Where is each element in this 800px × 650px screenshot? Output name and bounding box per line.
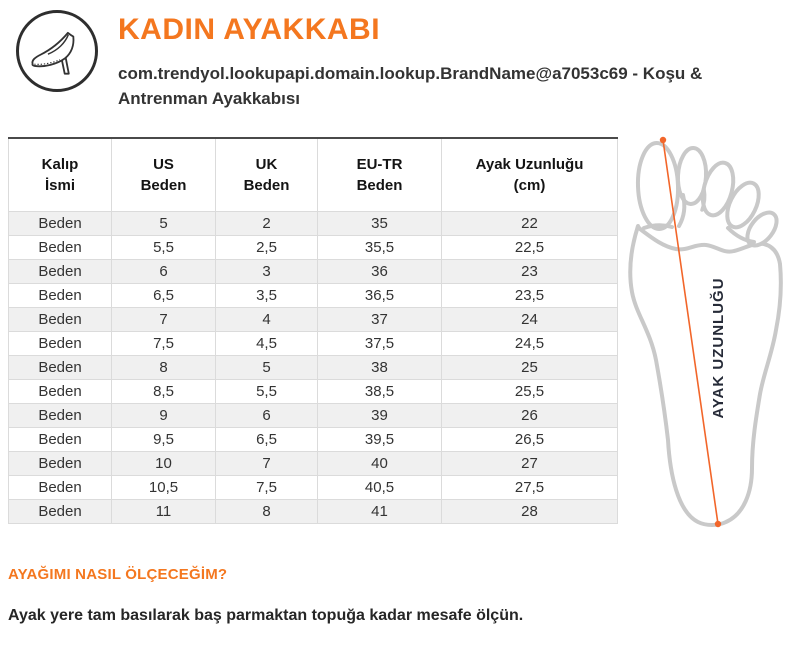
size-row bbox=[9, 211, 618, 235]
column-header-line: Beden bbox=[243, 176, 290, 194]
size-row bbox=[9, 331, 618, 355]
size-cell: 26 bbox=[442, 403, 618, 427]
size-cell: 41 bbox=[318, 499, 442, 523]
high-heel-shoe-glyph bbox=[28, 22, 86, 80]
size-cell: 7,5 bbox=[216, 475, 318, 499]
size-cell: 7 bbox=[216, 451, 318, 475]
size-cell: 38,5 bbox=[318, 379, 442, 403]
size-row bbox=[9, 499, 618, 523]
size-cell: 40,5 bbox=[318, 475, 442, 499]
size-cell: Beden bbox=[9, 403, 112, 427]
size-cell: 37 bbox=[318, 307, 442, 331]
size-cell: 39 bbox=[318, 403, 442, 427]
column-header-line: US bbox=[153, 155, 174, 173]
size-cell: Beden bbox=[9, 235, 112, 259]
size-cell: Beden bbox=[9, 307, 112, 331]
size-cell: 2 bbox=[216, 211, 318, 235]
size-row bbox=[9, 475, 618, 499]
size-cell: 25 bbox=[442, 355, 618, 379]
size-cell: Beden bbox=[9, 427, 112, 451]
size-cell: Beden bbox=[9, 475, 112, 499]
how-to-measure-instruction: Ayak yere tam basılarak baş parmaktan topuğa kadar mesafe ölçün. bbox=[8, 607, 524, 624]
size-cell: Beden bbox=[9, 499, 112, 523]
size-cell: 23 bbox=[442, 259, 618, 283]
size-cell: 3 bbox=[216, 259, 318, 283]
product-subtitle: com.trendyol.lookupapi.domain.lookup.BrandName@a7053c69 - Koşu & Antrenman Ayakkabısı bbox=[118, 64, 703, 108]
size-cell: 39,5 bbox=[318, 427, 442, 451]
size-cell: 27,5 bbox=[442, 475, 618, 499]
size-cell: 36 bbox=[318, 259, 442, 283]
column-header-line: Ayak Uzunluğu bbox=[475, 155, 584, 173]
size-cell: 7,5 bbox=[112, 331, 216, 355]
column-header-line: EU-TR bbox=[356, 155, 403, 173]
size-cell: 7 bbox=[112, 307, 216, 331]
size-row bbox=[9, 259, 618, 283]
size-cell: 38 bbox=[318, 355, 442, 379]
size-cell: Beden bbox=[9, 355, 112, 379]
size-cell: 22,5 bbox=[442, 235, 618, 259]
foot-sole-outline bbox=[630, 226, 781, 525]
size-table bbox=[8, 137, 618, 524]
size-cell: 5,5 bbox=[216, 379, 318, 403]
size-cell: 36,5 bbox=[318, 283, 442, 307]
size-cell: Beden bbox=[9, 259, 112, 283]
column-header-eu-tr-beden bbox=[318, 138, 442, 211]
size-cell: 37,5 bbox=[318, 331, 442, 355]
size-cell: 3,5 bbox=[216, 283, 318, 307]
column-header-line: Beden bbox=[140, 176, 187, 194]
foot-length-label: AYAK UZUNLUĞU bbox=[710, 277, 727, 419]
size-cell: 24,5 bbox=[442, 331, 618, 355]
page-title: KADIN AYAKKABI bbox=[118, 13, 381, 46]
measurement-endpoint-bottom bbox=[715, 521, 721, 527]
size-row bbox=[9, 379, 618, 403]
column-header-uk-beden bbox=[216, 138, 318, 211]
column-header-line: Beden bbox=[356, 176, 403, 194]
measurement-endpoint-top bbox=[660, 137, 666, 143]
size-cell: 5 bbox=[216, 355, 318, 379]
size-cell: Beden bbox=[9, 283, 112, 307]
high-heel-shoe-icon bbox=[16, 10, 98, 92]
column-header-ayak-uzunlugu bbox=[442, 138, 618, 211]
size-cell: 6,5 bbox=[112, 283, 216, 307]
how-to-measure-heading: AYAĞIMI NASIL ÖLÇECEĞİM? bbox=[8, 566, 228, 583]
size-row bbox=[9, 235, 618, 259]
size-cell: 4,5 bbox=[216, 331, 318, 355]
column-header-line: Kalıp bbox=[41, 155, 79, 173]
size-cell: 25,5 bbox=[442, 379, 618, 403]
column-header-kalip-ismi bbox=[9, 138, 112, 211]
size-cell: 2,5 bbox=[216, 235, 318, 259]
size-cell: 11 bbox=[112, 499, 216, 523]
foot-big-toe bbox=[637, 142, 680, 229]
size-cell: 9 bbox=[112, 403, 216, 427]
size-cell: 35 bbox=[318, 211, 442, 235]
size-cell: 22 bbox=[442, 211, 618, 235]
size-cell: 28 bbox=[442, 499, 618, 523]
size-row bbox=[9, 355, 618, 379]
size-cell: Beden bbox=[9, 211, 112, 235]
size-cell: Beden bbox=[9, 379, 112, 403]
size-cell: 6,5 bbox=[216, 427, 318, 451]
size-row bbox=[9, 283, 618, 307]
size-row bbox=[9, 427, 618, 451]
size-cell: 24 bbox=[442, 307, 618, 331]
size-cell: 6 bbox=[112, 259, 216, 283]
size-cell: 23,5 bbox=[442, 283, 618, 307]
size-cell: 8,5 bbox=[112, 379, 216, 403]
size-cell: 6 bbox=[216, 403, 318, 427]
size-table-body bbox=[9, 211, 618, 523]
size-cell: 8 bbox=[216, 499, 318, 523]
column-header-line: (cm) bbox=[513, 176, 546, 194]
column-header-line: UK bbox=[255, 155, 278, 173]
size-cell: 5 bbox=[112, 211, 216, 235]
column-header-us-beden bbox=[112, 138, 216, 211]
size-cell: 10 bbox=[112, 451, 216, 475]
size-cell: 10,5 bbox=[112, 475, 216, 499]
size-row bbox=[9, 451, 618, 475]
size-cell: 35,5 bbox=[318, 235, 442, 259]
size-cell: 26,5 bbox=[442, 427, 618, 451]
size-cell: 40 bbox=[318, 451, 442, 475]
size-cell: Beden bbox=[9, 331, 112, 355]
size-cell: 9,5 bbox=[112, 427, 216, 451]
size-cell: Beden bbox=[9, 451, 112, 475]
size-cell: 5,5 bbox=[112, 235, 216, 259]
size-cell: 8 bbox=[112, 355, 216, 379]
size-table-header bbox=[9, 138, 618, 211]
size-row bbox=[9, 307, 618, 331]
column-header-line: İsmi bbox=[44, 176, 75, 194]
size-row bbox=[9, 403, 618, 427]
foot-measurement-diagram bbox=[626, 130, 796, 545]
size-cell: 27 bbox=[442, 451, 618, 475]
size-cell: 4 bbox=[216, 307, 318, 331]
